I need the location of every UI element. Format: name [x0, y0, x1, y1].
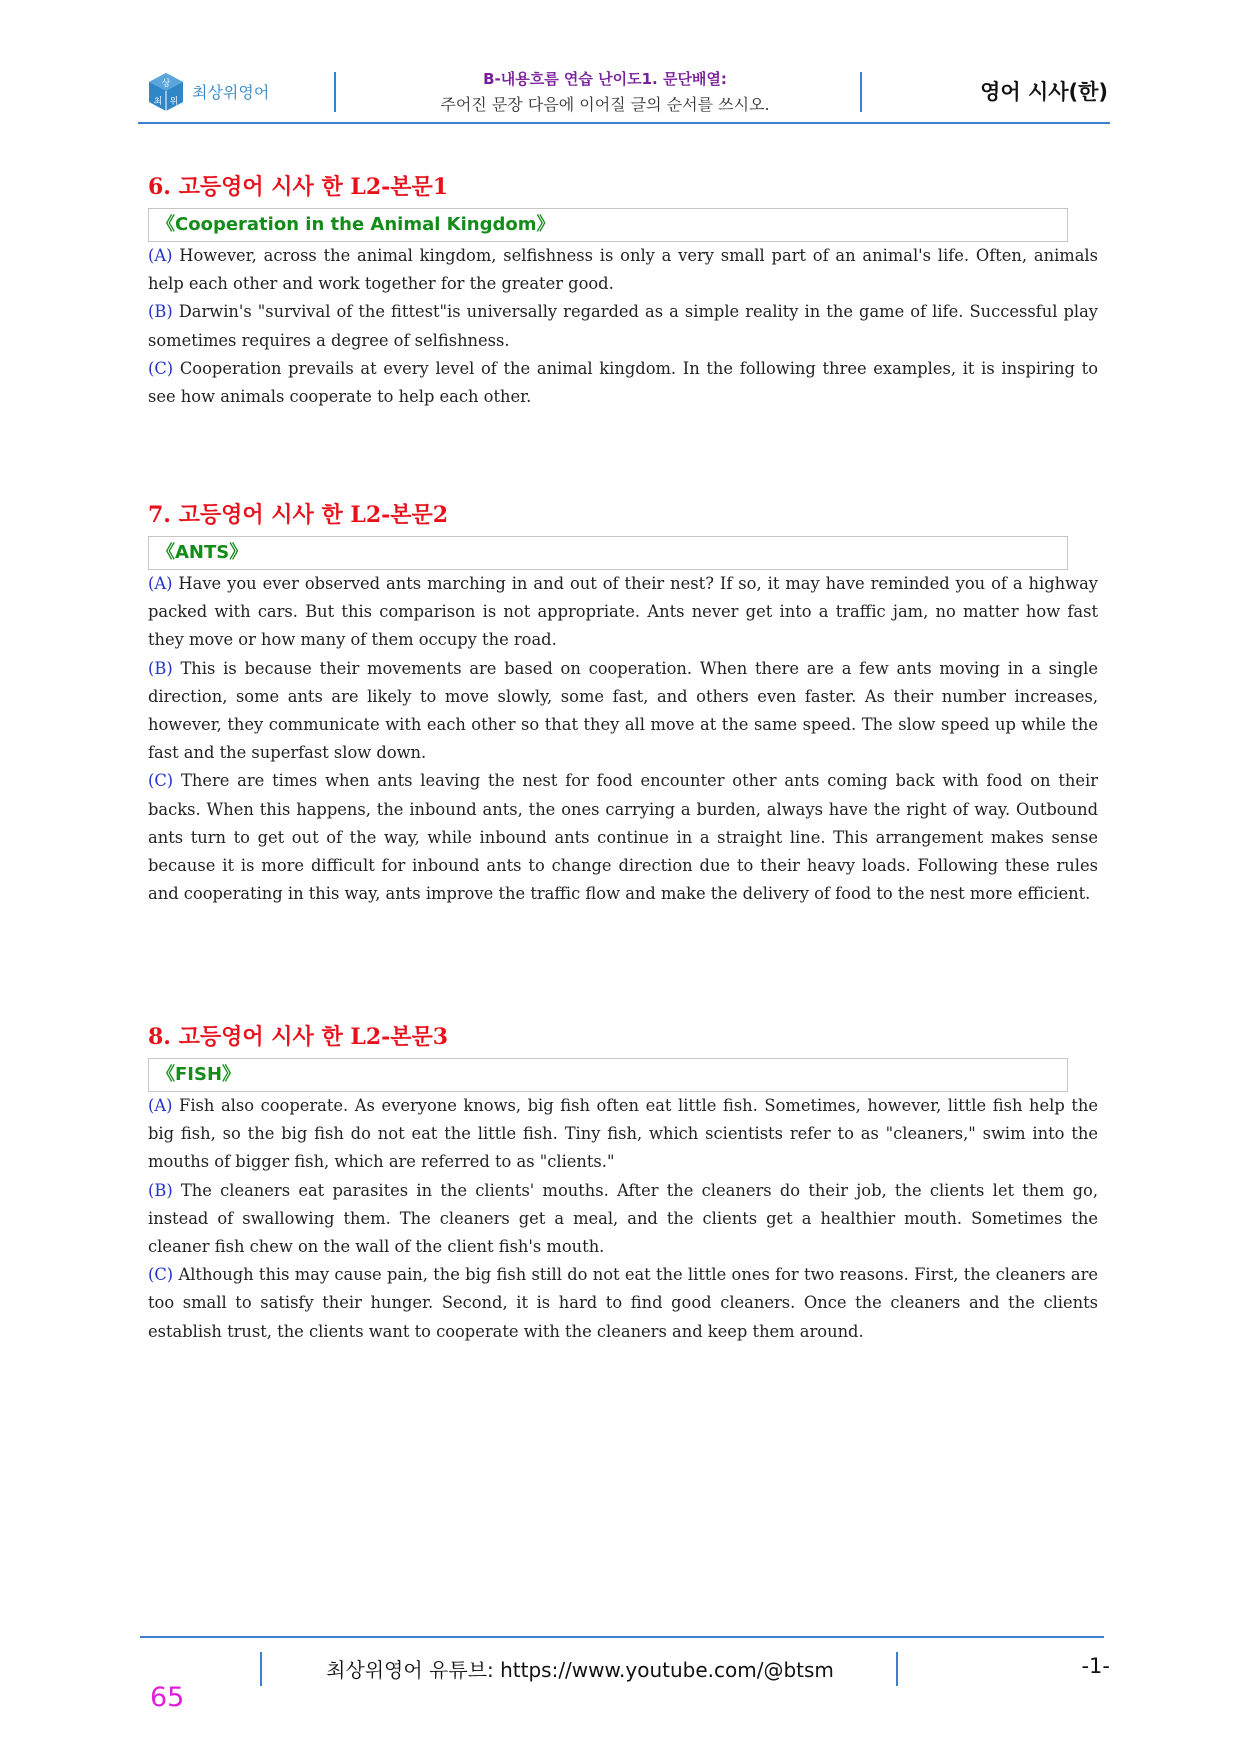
logo-icon	[148, 72, 184, 112]
paragraph-text: Cooperation prevails at every level of the animal kingdom. In the following three examples, it is inspiring to see how animals cooperate to help each other.	[148, 358, 1098, 407]
paragraph-a	[148, 570, 1098, 655]
paragraph-label: (C)	[148, 358, 174, 378]
brand-name: 최상위영어	[192, 83, 270, 102]
logo-text-right: 위	[169, 97, 179, 107]
page-header	[138, 62, 1110, 124]
paragraph-text: There are times when ants leaving the nest for food encounter other ants coming back with food on their backs. When this happens, the inbound ants, the ones carrying a burden, always have the right of way. Outbound ants turn to get out of the way, while inbound ants continue in a straight line. This arrangement makes sense because it is more difficult for inbound ants to change direction due to their heavy loads. Following these rules and cooperating in this way, ants improve the traffic flow and make the delivery of food to the nest more efficient.	[148, 771, 1098, 904]
paragraph-label: (B)	[148, 302, 173, 322]
paragraph-label: (B)	[148, 658, 173, 678]
paragraph-b	[148, 298, 1098, 354]
section-title: 7. 고등영어 시사 한 L2-본문2	[148, 502, 449, 528]
footer-page-label: -1-	[1081, 1654, 1110, 1678]
paragraph-text: Darwin's "survival of the fittest"is universally regarded as a simple reality in the game of life. Successful play sometimes requires a degree of selfishness.	[148, 302, 1098, 350]
header-subject: 영어 시사(한)	[980, 80, 1108, 104]
paragraph-label: (A)	[148, 574, 173, 593]
section-6	[148, 170, 1102, 411]
header-divider-left	[334, 72, 336, 112]
logo-text-left: 최	[153, 97, 163, 107]
header-divider-right	[860, 72, 862, 112]
footer-youtube-text: 최상위영어 유튜브: https://www.youtube.com/@btsm	[326, 1658, 834, 1682]
paragraph-label: (A)	[148, 246, 173, 265]
logo-text-top: 상	[161, 79, 171, 89]
paragraph-label: (B)	[148, 1180, 173, 1200]
page-number: 65	[150, 1682, 185, 1713]
paragraph-a	[148, 242, 1098, 298]
section-7	[148, 498, 1102, 908]
paragraph-c	[148, 355, 1098, 411]
section-8	[148, 1020, 1102, 1346]
paragraph-text: The cleaners eat parasites in the clients' mouths. After the cleaners do their job, the clients let them go, instead of swallowing them. The cleaners get a meal, and the clients get a healthier mouth. Sometimes the cleaner fish chew on the wall of the client fish's mouth.	[148, 1180, 1098, 1257]
paragraph-b	[148, 655, 1098, 768]
paragraph-text: Fish also cooperate. As everyone knows, big fish often eat little fish. Sometimes, however, little fish help the big fish, so the big fish do not eat the little fish. Tiny fish, which scientists refer to as "cleaners," swim into the mouths of bigger fish, which are referred to as "clients."	[148, 1096, 1098, 1172]
header-title: B-내용흐름 연습 난이도1. 문단배열:	[483, 70, 727, 88]
passage-title-box: 《FISH》	[148, 1058, 1068, 1092]
section-title: 6. 고등영어 시사 한 L2-본문1	[148, 174, 449, 200]
header-subtitle: 주어진 문장 다음에 이어질 글의 순서를 쓰시오.	[440, 95, 770, 114]
paragraph-label: (C)	[148, 1265, 174, 1285]
footer-rule	[140, 1636, 1104, 1638]
paragraph-a	[148, 1092, 1098, 1177]
passage-title-box: 《ANTS》	[148, 536, 1068, 570]
paragraph-label: (C)	[148, 771, 174, 791]
paragraph-text: However, across the animal kingdom, selfishness is only a very small part of an animal's life. Often, animals help each other and work together for the greater good.	[148, 246, 1098, 294]
paragraph-c	[148, 767, 1098, 908]
paragraph-text: Although this may cause pain, the big fish still do not eat the little ones for two reasons. First, the cleaners are too small to satisfy their hunger. Second, it is hard to find good cleaners. Once the cleaners and the clients establish trust, the clients want to cooperate with the cleaners and keep them around.	[148, 1265, 1098, 1341]
footer-divider-right	[896, 1652, 898, 1686]
section-title: 8. 고등영어 시사 한 L2-본문3	[148, 1024, 449, 1050]
paragraph-b	[148, 1177, 1098, 1262]
paragraph-text: This is because their movements are based on cooperation. When there are a few ants moving in a single direction, some ants are likely to move slowly, some fast, and others even faster. As their number increases, however, they communicate with each other so that they all move at the same speed. The slow speed up while the fast and the superfast slow down.	[148, 658, 1098, 763]
passage-title-box: 《Cooperation in the Animal Kingdom》	[148, 208, 1068, 242]
paragraph-label: (A)	[148, 1096, 173, 1115]
paragraph-c	[148, 1261, 1098, 1346]
paragraph-text: Have you ever observed ants marching in and out of their nest? If so, it may have reminded you of a highway packed with cars. But this comparison is not appropriate. Ants never get into a traffic jam, no matter how fast they move or how many of them occupy the road.	[148, 574, 1098, 650]
